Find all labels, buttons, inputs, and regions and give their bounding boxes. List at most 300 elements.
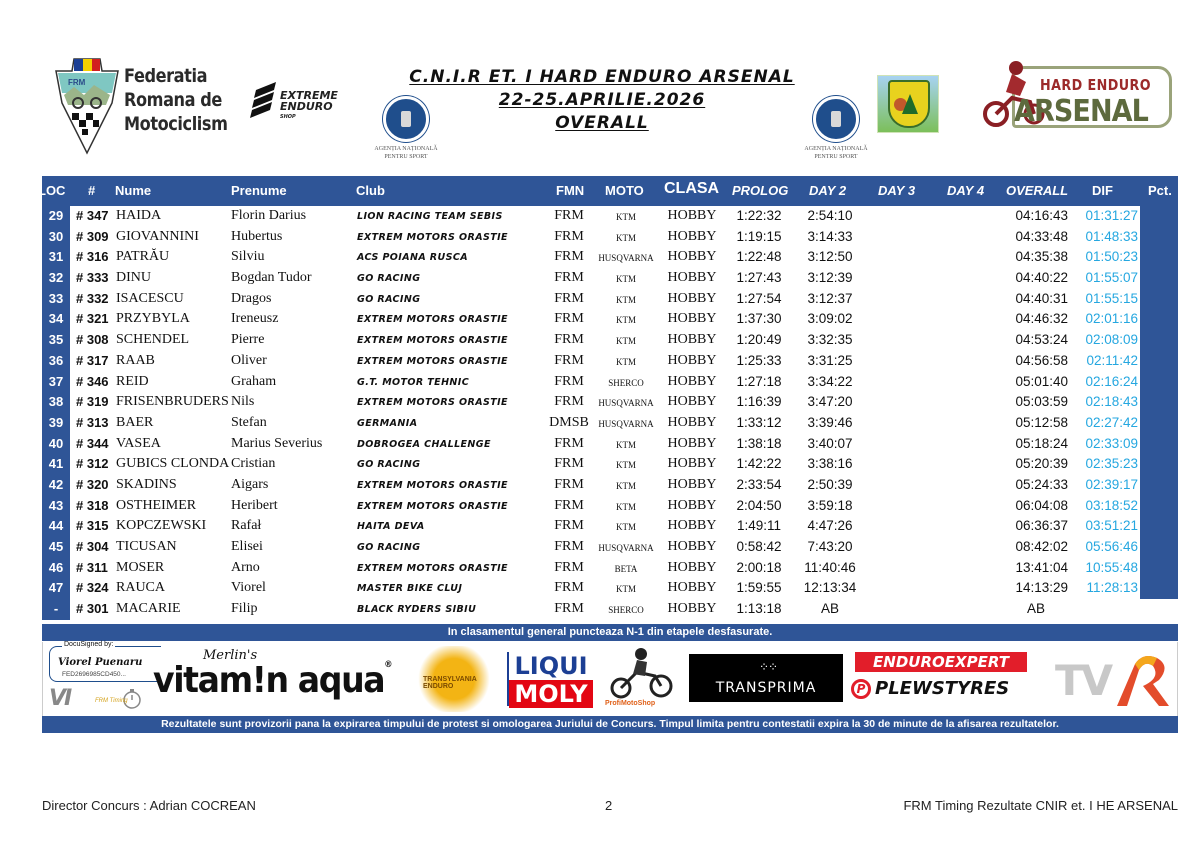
table-row xyxy=(42,496,1178,517)
col-clasa: CLASA xyxy=(664,180,720,197)
bib-number: # 347 xyxy=(76,208,109,223)
rider-surname: SCHENDEL xyxy=(116,332,190,348)
docusign-signature: DocuSigned by: Viorel Puenaru FED2696985CD450... xyxy=(49,646,161,682)
bib-number: # 312 xyxy=(76,456,109,472)
rider-surname: OSTHEIMER xyxy=(116,497,197,513)
bib-number: # 313 xyxy=(76,414,109,430)
rider-surname: MACARIE xyxy=(116,601,181,617)
overall-time: AB xyxy=(1026,601,1045,617)
bib-number: # 304 xyxy=(76,539,109,554)
prolog-time: 1:19:15 xyxy=(736,228,782,244)
motorcycle-brand: HUSQVARNA xyxy=(598,418,654,429)
bib-number: # 317 xyxy=(76,352,109,368)
club-name: EXTREM MOTORS ORASTIE xyxy=(357,397,508,409)
gap-time: 02:33:09 xyxy=(1085,435,1138,451)
overall-time: 04:53:24 xyxy=(1015,332,1068,348)
position-cell: 46 xyxy=(42,558,70,579)
rider-surname: DINU xyxy=(116,270,151,286)
table-row xyxy=(42,434,1178,455)
motorcycle-brand: KTM xyxy=(616,294,636,305)
position-cell: 40 xyxy=(42,434,70,455)
rider-firstname: Florin Darius xyxy=(231,208,307,223)
table-header xyxy=(38,176,1178,206)
position-cell: 35 xyxy=(42,330,70,351)
bib-number: # 318 xyxy=(76,497,109,513)
gap-time: 02:11:42 xyxy=(1086,352,1138,368)
motorcycle-brand: KTM xyxy=(616,460,636,471)
overall-time: 14:13:29 xyxy=(1015,580,1068,596)
day2-time: 2:54:10 xyxy=(807,208,853,223)
federation-code: FRM xyxy=(554,559,584,575)
club-name: LION RACING TEAM SEBIS xyxy=(357,211,503,222)
gap-time: 03:51:21 xyxy=(1085,518,1138,534)
prolog-time: 1:22:32 xyxy=(736,208,782,223)
bib-number: # 301 xyxy=(76,601,109,617)
overall-time: 04:16:43 xyxy=(1015,208,1068,223)
day2-time: 4:47:26 xyxy=(807,518,853,534)
rider-firstname: Viorel xyxy=(231,580,266,596)
class-name: HOBBY xyxy=(667,290,717,306)
tvr-r-icon xyxy=(1113,650,1173,710)
motorcycle-brand: KTM xyxy=(616,356,636,367)
overall-time: 05:24:33 xyxy=(1015,476,1068,492)
rider-firstname: Graham xyxy=(231,373,277,389)
prolog-time: 1:37:30 xyxy=(736,311,782,327)
table-row xyxy=(42,599,1178,620)
motorcycle-brand: SHERCO xyxy=(608,605,644,616)
gap-time: 01:31:27 xyxy=(1085,208,1138,223)
gap-time: 02:08:09 xyxy=(1085,332,1138,348)
profimotoshop-logo: ProfiMotoShop xyxy=(603,646,681,712)
class-name: HOBBY xyxy=(667,394,717,410)
prolog-time: 1:27:18 xyxy=(736,373,782,389)
club-name: EXTREM MOTORS ORASTIE xyxy=(357,314,508,326)
rider-surname: GIOVANNINI xyxy=(116,228,199,244)
day2-time: 3:09:02 xyxy=(807,311,853,327)
day2-time: 3:38:16 xyxy=(807,456,853,472)
table-row xyxy=(42,330,1178,351)
position-cell: 45 xyxy=(42,537,70,558)
gap-time: 01:48:33 xyxy=(1085,228,1138,244)
transylvania-enduro-logo: TRANSYLVANIA ENDURO xyxy=(415,646,493,712)
gap-time: 01:55:07 xyxy=(1085,270,1138,286)
bib-number: # 321 xyxy=(76,311,109,327)
merlins-logo: Merlin's xyxy=(203,648,258,663)
rider-surname: BAER xyxy=(116,414,154,430)
prolog-time: 1:59:55 xyxy=(736,580,782,596)
prolog-time: 1:20:49 xyxy=(736,332,782,348)
rider-firstname: Hubertus xyxy=(231,228,283,244)
prolog-time: 2:04:50 xyxy=(736,497,782,513)
club-name: MASTER BIKE CLUJ xyxy=(357,583,463,595)
frm-badge-text: FRM xyxy=(68,78,86,87)
club-name: GERMANIA xyxy=(357,417,418,429)
club-name: GO RACING xyxy=(357,273,421,285)
dots-icon: ⁘⁘ xyxy=(759,660,778,674)
motorcycle-brand: KTM xyxy=(616,522,636,533)
class-name: HOBBY xyxy=(667,559,717,575)
position-cell: - xyxy=(42,599,70,620)
motorcycle-brand: SHERCO xyxy=(608,377,644,388)
table-row xyxy=(42,268,1178,289)
club-name: EXTREM MOTORS ORASTIE xyxy=(357,562,508,574)
motorcycle-brand: KTM xyxy=(616,501,636,512)
results-table xyxy=(38,176,1178,620)
class-name: HOBBY xyxy=(667,518,717,534)
club-name: BLACK RYDERS SIBIU xyxy=(357,604,477,616)
prolog-time: 1:49:11 xyxy=(736,518,782,534)
day2-time: 3:32:35 xyxy=(807,332,853,348)
rider-surname: REID xyxy=(116,373,149,389)
motorcycle-brand: HUSQVARNA xyxy=(598,253,654,264)
bib-number: # 333 xyxy=(76,270,109,286)
rider-firstname: Arno xyxy=(231,559,260,575)
col-loc: LOC xyxy=(38,183,66,198)
day2-time: 3:31:25 xyxy=(807,352,853,368)
rider-firstname: Bogdan Tudor xyxy=(231,270,312,286)
rider-firstname: Aigars xyxy=(231,476,269,492)
col-fmn: FMN xyxy=(556,183,585,198)
class-name: HOBBY xyxy=(667,435,717,451)
federation-code: FRM xyxy=(554,435,584,451)
plews-tyres-logo: P PLEWSTYRES xyxy=(851,678,1009,699)
gap-time: 05:56:46 xyxy=(1085,539,1138,554)
day2-time: 3:12:39 xyxy=(807,270,853,286)
rider-surname: FRISENBRUDERS xyxy=(116,394,229,410)
frm-logo-icon xyxy=(52,53,122,155)
motorcycle-brand: KTM xyxy=(616,232,636,243)
rider-firstname: Nils xyxy=(231,394,255,410)
overall-time: 05:03:59 xyxy=(1015,394,1068,410)
rider-surname: TICUSAN xyxy=(116,539,177,554)
prolog-time: 1:16:39 xyxy=(736,394,782,410)
bib-number: # 316 xyxy=(76,249,109,265)
club-name: EXTREM MOTORS ORASTIE xyxy=(357,231,508,243)
prolog-time: 1:27:43 xyxy=(736,270,782,286)
overall-time: 05:01:40 xyxy=(1015,373,1068,389)
class-name: HOBBY xyxy=(667,332,717,348)
tree-icon xyxy=(902,94,918,114)
col-moto: MOTO xyxy=(605,183,644,198)
bib-number: # 309 xyxy=(76,228,109,244)
club-name: GO RACING xyxy=(357,459,421,471)
rider-surname: SKADINS xyxy=(116,476,177,492)
class-name: HOBBY xyxy=(667,456,717,472)
title-line-event: C.N.I.R ET. I HARD ENDURO ARSENAL xyxy=(409,67,795,87)
position-cell: 39 xyxy=(42,413,70,434)
col-nume: Nume xyxy=(115,183,152,198)
col-pct: Pct. xyxy=(1148,183,1172,198)
rider-surname: PATRĂU xyxy=(116,249,170,265)
sponsors-strip: DocuSigned by: Viorel Puenaru FED2696985CD450... VI FRM Timing Merlin's vitam!n aqua® TRANSYLVANIA ENDURO LIQUI MOLY ProfiMotoShop ⁘⁘ TRANSPRIMA ENDUROEXPERT P PLEWSTYRES TV xyxy=(42,642,1178,716)
class-name: HOBBY xyxy=(667,539,717,554)
motorcycle-brand: KTM xyxy=(616,315,636,326)
class-name: HOBBY xyxy=(667,352,717,368)
bib-number: # 308 xyxy=(76,332,109,348)
position-cell: 38 xyxy=(42,392,70,413)
day2-time: 3:14:33 xyxy=(807,228,853,244)
liqui-moly-logo: LIQUI MOLY xyxy=(505,650,595,708)
day2-time: 7:43:20 xyxy=(807,539,853,554)
federation-code: FRM xyxy=(554,601,584,617)
table-row xyxy=(42,516,1178,537)
class-name: HOBBY xyxy=(667,311,717,327)
gap-time: 02:35:23 xyxy=(1085,456,1138,472)
position-cell: 43 xyxy=(42,496,70,517)
prolog-time: 2:00:18 xyxy=(736,559,782,575)
motorcycle-brand: KTM xyxy=(616,439,636,450)
prolog-time: 1:27:54 xyxy=(736,290,782,306)
prolog-time: 1:25:33 xyxy=(736,352,782,368)
rider-firstname: Stefan xyxy=(231,414,267,430)
col-prolog: PROLOG xyxy=(732,183,789,198)
rider-firstname: Dragos xyxy=(231,290,272,306)
day2-time: 3:12:50 xyxy=(807,249,853,265)
rider-surname: VASEA xyxy=(116,435,161,451)
motorcycle-brand: KTM xyxy=(616,480,636,491)
bib-number: # 346 xyxy=(76,373,109,389)
gap-time: 02:18:43 xyxy=(1085,394,1138,410)
col-overall: OVERALL xyxy=(1006,183,1069,198)
prolog-time: 1:42:22 xyxy=(736,456,782,472)
overall-time: 13:41:04 xyxy=(1015,559,1068,575)
rider-surname: MOSER xyxy=(116,559,165,575)
bib-number: # 315 xyxy=(76,518,109,534)
prolog-time: 0:58:42 xyxy=(736,539,782,554)
title-line-overall: OVERALL xyxy=(555,113,649,133)
rider-firstname: Filip xyxy=(231,601,258,617)
position-cell: 29 xyxy=(42,206,70,227)
gap-time: 02:16:24 xyxy=(1085,373,1138,389)
gov-seal-icon xyxy=(813,96,859,142)
club-name: GO RACING xyxy=(357,542,421,553)
class-name: HOBBY xyxy=(667,270,717,286)
table-row xyxy=(42,309,1178,330)
class-name: HOBBY xyxy=(667,249,717,265)
rider-surname: ISACESCU xyxy=(116,290,184,306)
class-name: HOBBY xyxy=(667,208,717,223)
bib-number: # 319 xyxy=(76,394,109,410)
rider-surname: KOPCZEWSKI xyxy=(116,518,207,534)
prolog-time: 1:22:48 xyxy=(736,249,782,265)
class-name: HOBBY xyxy=(667,601,717,617)
position-cell: 37 xyxy=(42,372,70,393)
footer-page-number: 2 xyxy=(605,798,613,813)
position-cell: 32 xyxy=(42,268,70,289)
overall-time: 05:18:24 xyxy=(1015,435,1068,451)
col-dif: DIF xyxy=(1092,183,1113,198)
bib-number: # 344 xyxy=(76,435,109,451)
event-title xyxy=(362,66,842,135)
gap-time: 01:55:15 xyxy=(1085,290,1138,306)
bib-number: # 332 xyxy=(76,290,109,306)
table-row xyxy=(42,206,1178,227)
table-row xyxy=(42,247,1178,268)
club-name: EXTREM MOTORS ORASTIE xyxy=(357,500,508,512)
gap-time: 10:55:48 xyxy=(1085,559,1138,575)
position-cell: 42 xyxy=(42,475,70,496)
col-day3: DAY 3 xyxy=(878,183,916,198)
rider-firstname: Heribert xyxy=(231,497,278,513)
col-club: Club xyxy=(356,183,385,198)
federation-code: FRM xyxy=(554,290,584,306)
rider-firstname: Pierre xyxy=(231,332,265,348)
romsilva-logo xyxy=(877,75,939,133)
position-cell: 34 xyxy=(42,309,70,330)
overall-time: 04:35:38 xyxy=(1015,249,1068,265)
class-name: HOBBY xyxy=(667,414,717,430)
motorcycle-brand: HUSQVARNA xyxy=(598,398,654,409)
table-row xyxy=(42,351,1178,372)
federation-code: FRM xyxy=(554,518,584,534)
gov-seal-right: AGENȚIA NAȚIONALĂ PENTRU SPORT xyxy=(798,96,874,176)
table-row xyxy=(42,537,1178,558)
extreme-e-icon xyxy=(250,80,280,120)
position-cell: 44 xyxy=(42,516,70,537)
plews-p-icon: P xyxy=(851,679,871,699)
motorcycle-brand: KTM xyxy=(616,274,636,285)
motorcycle-brand: KTM xyxy=(616,584,636,595)
federation-name: Federatia Romana de Motociclism xyxy=(124,65,228,135)
club-name: EXTREM MOTORS ORASTIE xyxy=(357,479,508,491)
col-number: # xyxy=(88,183,96,198)
overall-time: 05:20:39 xyxy=(1015,456,1068,472)
bib-number: # 311 xyxy=(76,559,108,575)
gap-time: 03:18:52 xyxy=(1085,497,1138,513)
federation-code: FRM xyxy=(554,580,584,596)
class-name: HOBBY xyxy=(667,228,717,244)
federation-code: FRM xyxy=(554,373,584,389)
federation-code: FRM xyxy=(554,311,584,327)
points-column xyxy=(1140,206,1178,599)
overall-time: 06:36:37 xyxy=(1015,518,1068,534)
rider-surname: HAIDA xyxy=(116,208,162,223)
table-row xyxy=(42,475,1178,496)
day2-time: AB xyxy=(820,601,839,617)
dirt-bike-icon xyxy=(607,646,677,700)
motorcycle-brand: BETA xyxy=(614,563,638,574)
rider-firstname: Rafał xyxy=(231,518,262,534)
day2-time: 11:40:46 xyxy=(804,559,856,575)
rider-surname: RAUCA xyxy=(116,580,166,596)
day2-time: 3:34:22 xyxy=(807,373,853,389)
day2-time: 3:40:07 xyxy=(807,435,853,451)
federation-code: FRM xyxy=(554,228,584,244)
overall-time: 06:04:08 xyxy=(1015,497,1068,513)
bib-number: # 320 xyxy=(76,476,109,492)
prolog-time: 1:13:18 xyxy=(736,601,782,617)
page-header xyxy=(42,50,1180,167)
federation-code: FRM xyxy=(554,539,584,554)
overall-time: 04:56:58 xyxy=(1015,352,1068,368)
federation-code: FRM xyxy=(554,476,584,492)
table-row xyxy=(42,558,1178,579)
motorcycle-brand: HUSQVARNA xyxy=(598,543,654,553)
tvr-logo: TV xyxy=(1055,650,1173,710)
class-name: HOBBY xyxy=(667,476,717,492)
gov-seal-left: AGENȚIA NAȚIONALĂ PENTRU SPORT xyxy=(368,96,444,176)
rider-firstname: Silviu xyxy=(231,249,265,265)
federation-code: FRM xyxy=(554,456,584,472)
position-cell: 47 xyxy=(42,578,70,599)
overall-time: 04:40:31 xyxy=(1015,290,1068,306)
transprima-logo: ⁘⁘ TRANSPRIMA xyxy=(689,654,843,702)
overall-time: 05:12:58 xyxy=(1015,414,1068,430)
club-name: HAITA DEVA xyxy=(357,521,425,533)
table-row xyxy=(42,289,1178,310)
table-row xyxy=(42,227,1178,248)
extreme-enduro-shop-logo: EXTREME ENDURO $^{SHOP}$ xyxy=(250,80,345,124)
overall-time: 04:40:22 xyxy=(1015,270,1068,286)
club-name: DOBROGEA CHALLENGE xyxy=(357,438,491,450)
federation-code: FRM xyxy=(554,394,584,410)
federation-code: FRM xyxy=(554,352,584,368)
position-cell: 33 xyxy=(42,289,70,310)
club-name: EXTREM MOTORS ORASTIE xyxy=(357,335,508,347)
day2-time: 3:12:37 xyxy=(807,290,853,306)
title-line-dates: 22-25.APRILIE.2026 xyxy=(498,90,706,110)
col-prenume: Prenume xyxy=(231,183,287,198)
overall-time: 04:46:32 xyxy=(1015,311,1068,327)
rider-surname: GUBICS CLONDA xyxy=(116,456,230,472)
table-row xyxy=(42,392,1178,413)
position-cell: 41 xyxy=(42,454,70,475)
class-name: HOBBY xyxy=(667,580,717,596)
overall-time: 04:33:48 xyxy=(1015,228,1068,244)
day2-time: 12:13:34 xyxy=(803,580,857,596)
federation-code: FRM xyxy=(554,497,584,513)
rider-firstname: Cristian xyxy=(231,456,276,472)
day2-time: 3:47:20 xyxy=(807,394,853,410)
overall-time: 08:42:02 xyxy=(1015,539,1068,554)
footer-document-title: FRM Timing Rezultate CNIR et. I HE ARSENAL xyxy=(903,798,1178,813)
club-name: ACS POIANA RUSCA xyxy=(357,252,468,264)
scoring-note: In clasamentul general puncteaza N-1 din etapele desfasurate. xyxy=(42,624,1178,641)
prolog-time: 1:33:12 xyxy=(736,414,782,430)
vitamin-aqua-logo: vitam!n aqua® xyxy=(153,660,392,701)
enduroexpert-logo: ENDUROEXPERT xyxy=(855,652,1027,672)
federation-code: FRM xyxy=(554,332,584,348)
day2-time: 3:39:46 xyxy=(807,414,853,430)
club-name: G.T. MOTOR TEHNIC xyxy=(357,376,470,388)
position-cell: 36 xyxy=(42,351,70,372)
footer-director: Director Concurs : Adrian COCREAN xyxy=(42,798,256,813)
federation-code: FRM xyxy=(554,208,584,223)
rider-firstname: Ireneusz xyxy=(231,311,279,327)
federation-code: FRM xyxy=(554,270,584,286)
club-name: GO RACING xyxy=(357,293,421,305)
motorcycle-brand: KTM xyxy=(616,336,636,347)
vi-timing-logo: VI xyxy=(49,686,71,711)
gap-time: 02:27:42 xyxy=(1085,414,1138,430)
table-body xyxy=(42,206,1178,620)
class-name: HOBBY xyxy=(667,497,717,513)
federation-code: FRM xyxy=(554,249,584,265)
club-name: EXTREM MOTORS ORASTIE xyxy=(357,355,508,367)
hard-enduro-arsenal-logo: HARD ENDURO ARSENAL xyxy=(952,58,1177,140)
day2-time: 3:59:18 xyxy=(807,497,853,513)
gap-time: 11:28:13 xyxy=(1086,580,1138,596)
bib-number: # 324 xyxy=(76,580,109,596)
table-row xyxy=(42,372,1178,393)
rider-firstname: Elisei xyxy=(231,539,263,554)
motorcycle-brand: KTM xyxy=(616,212,636,222)
prolog-time: 2:33:54 xyxy=(736,476,782,492)
rider-firstname: Oliver xyxy=(231,352,267,368)
table-row xyxy=(42,413,1178,434)
position-cell: 31 xyxy=(42,247,70,268)
position-cell: 30 xyxy=(42,227,70,248)
